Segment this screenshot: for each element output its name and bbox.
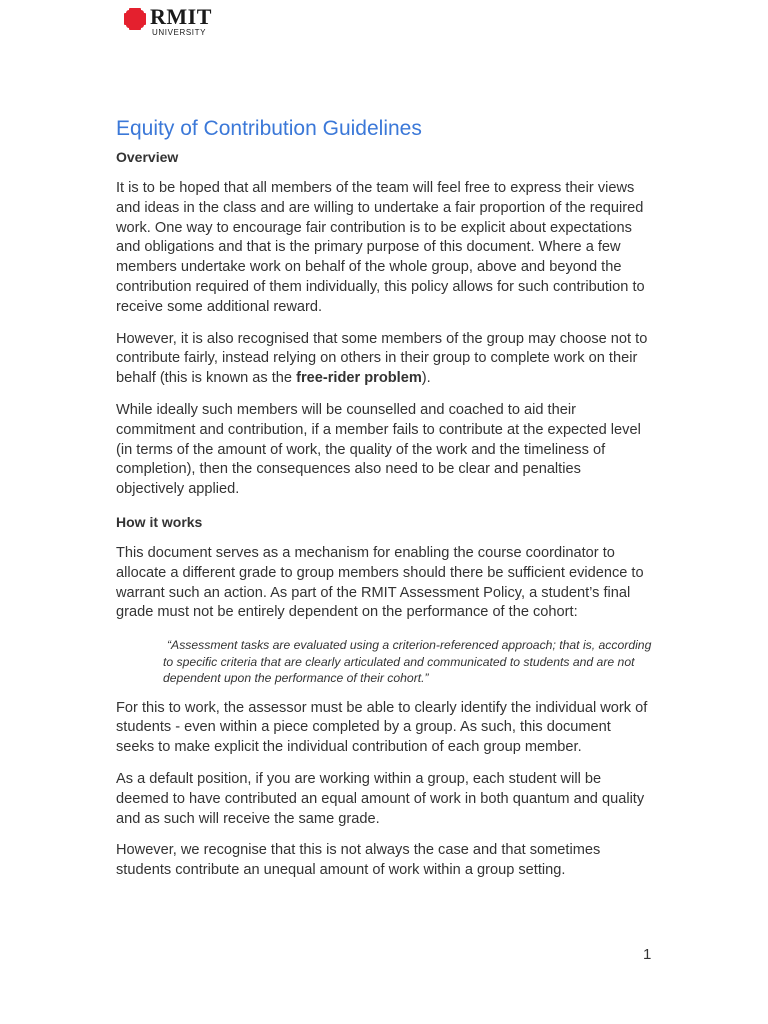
how-paragraph-4: However, we recognise that this is not always the case and that sometimes students contribute an unequal amount of work within a group setting.	[116, 842, 601, 879]
how-paragraph-3: As a default position, if you are working within a group, each student will be deemed to have contributed an equal amount of work in both quantum and quality and as such will receive the same grade.	[116, 771, 645, 827]
overview-heading: Overview	[116, 149, 179, 165]
logo-subtext: UNIVERSITY	[152, 28, 207, 37]
policy-quote	[163, 637, 655, 687]
overview-paragraph-2-end: ).	[421, 370, 431, 387]
rmit-pixel-logo-icon	[123, 7, 147, 31]
overview-paragraph-2	[116, 330, 652, 389]
document-title: Equity of Contribution Guidelines	[116, 117, 422, 140]
how-paragraph-2: For this to work, the assessor must be able to clearly identify the individual work of students - even within a piece completed by a group. As such, this document seeks to make explicit the individual contribution of each group member.	[116, 699, 648, 756]
policy-quote-text: “Assessment tasks are evaluated using a criterion-referenced approach; that is, according to specific criteria that are clearly articulated and communicated to students and are not dependent upon the performance of their cohort.”	[163, 638, 652, 686]
overview-paragraph-2-start: However, it is also recognised that some members of the group may choose not to contribute fairly, instead relying on others in their group to complete work on their behalf (this is known as the	[116, 330, 648, 387]
page-number: 1	[643, 946, 652, 963]
rmit-logo	[123, 6, 223, 38]
how-it-works-heading: How it works	[116, 513, 203, 530]
document-body	[116, 115, 652, 881]
overview-paragraph-3: While ideally such members will be counselled and coached to aid their commitment and contribution, if a member fails to contribute at the expected level (in terms of the amount of work, the quality of the work and the timeliness of completion), then the consequences also need to be clear and penalties objectively applied.	[116, 401, 641, 498]
how-paragraph-1: This document serves as a mechanism for enabling the course coordinator to allocate a different grade to group members should there be sufficient evidence to warrant such an action. As part of the RMIT Assessment Policy, a student’s final grade must not be entirely dependent on the performance of the cohort:	[116, 544, 644, 621]
overview-paragraph-1: It is to be hoped that all members of the team will feel free to express their views and ideas in the class and are willing to undertake a fair proportion of the required work. One way to encourage fair contribution is to be explicit about expectations and obligations and that is the primary purpose of this document. Where a few members undertake work on behalf of the whole group, above and beyond the contribution required of them individually, this policy allows for such contribution to receive some additional reward.	[116, 180, 645, 315]
logo-wordmark: RMIT	[150, 4, 212, 29]
free-rider-term: free-rider problem	[296, 370, 422, 387]
